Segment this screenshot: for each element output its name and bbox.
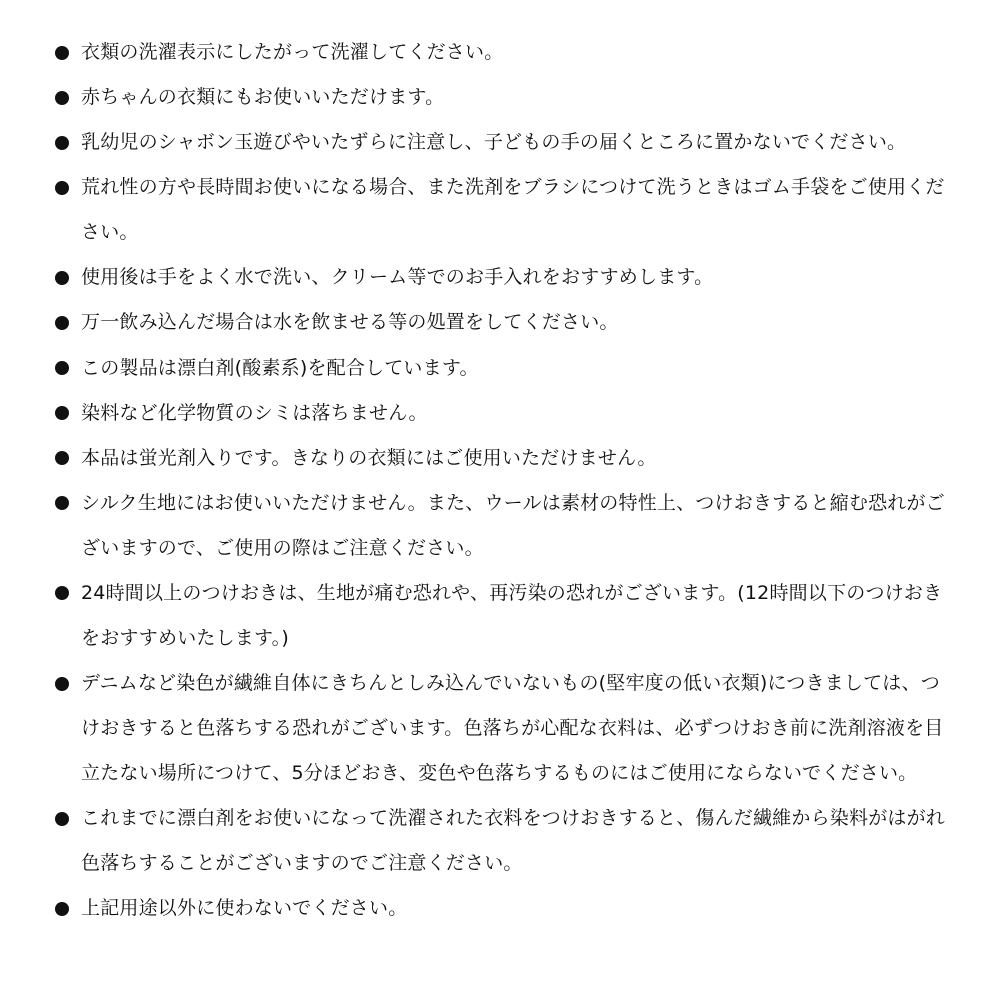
list-item (55, 571, 945, 661)
notice-text: 使用後は手をよく水で洗い、クリーム等でのお手入れをおすすめします。 (81, 266, 714, 289)
bullet-icon (55, 391, 81, 436)
list-item (55, 255, 945, 300)
notice-text: 乳幼児のシャボン玉遊びやいたずらに注意し、子どもの手の届くところに置かないでください。 (81, 131, 907, 154)
bullet-icon (55, 571, 81, 616)
bullet-icon (55, 436, 81, 481)
list-item (55, 481, 945, 571)
notice-text: これまでに漂白剤をお使いになって洗濯された衣料をつけおきすると、傷んだ繊維から染料がはがれ色落ちすることがございますのでご注意ください。 (81, 807, 946, 875)
list-item (55, 120, 945, 165)
list-item (55, 391, 945, 436)
notice-text: シルク生地にはお使いいただけません。また、ウールは素材の特性上、つけおきすると縮む恐れがございますので、ご使用の際はご注意ください。 (81, 491, 945, 559)
list-item (55, 796, 945, 886)
list-item (55, 346, 945, 391)
notice-text: 赤ちゃんの衣類にもお使いいただけます。 (81, 86, 445, 109)
list-item (55, 886, 945, 931)
notice-text: デニムなど染色が繊維自体にきちんとしみ込んでいないもの(堅牢度の低い衣類)につきましては、つけおきすると色落ちする恐れがございます。色落ちが心配な衣料は、必ずつけおき前に洗剤溶液を目立たない場所につけて、5分ほどおき、変色や色落ちするものにはご使用にならないでください。 (81, 672, 944, 785)
bullet-icon (55, 481, 81, 526)
list-item (55, 30, 945, 75)
notice-text: 荒れ性の方や長時間お使いになる場合、また洗剤をブラシにつけて洗うときはゴム手袋をご使用ください。 (81, 176, 945, 244)
precautions-list (55, 30, 945, 931)
list-item (55, 436, 945, 481)
bullet-icon (55, 300, 81, 345)
bullet-icon (55, 120, 81, 165)
list-item (55, 661, 945, 796)
list-item (55, 300, 945, 345)
notice-text: 万一飲み込んだ場合は水を飲ませる等の処置をしてください。 (81, 311, 619, 334)
bullet-icon (55, 255, 81, 300)
bullet-icon (55, 75, 81, 120)
bullet-icon (55, 346, 81, 391)
bullet-icon (55, 796, 81, 841)
bullet-icon (55, 30, 81, 75)
notice-text: 24時間以上のつけおきは、生地が痛む恐れや、再汚染の恐れがございます。(12時間以下のつけおきをおすすめいたします。) (81, 581, 943, 649)
bullet-icon (55, 165, 81, 210)
list-item (55, 165, 945, 255)
bullet-icon (55, 661, 81, 706)
notice-text: 染料など化学物質のシミは落ちません。 (81, 401, 428, 424)
bullet-icon (55, 886, 81, 931)
notice-text: 衣類の洗濯表示にしたがって洗濯してください。 (81, 41, 504, 63)
notice-text: 本品は蛍光剤入りです。きなりの衣類にはご使用いただけません。 (81, 446, 657, 469)
notice-text: 上記用途以外に使わないでください。 (81, 897, 408, 920)
notice-text: この製品は漂白剤(酸素系)を配合しています。 (81, 356, 479, 379)
list-item (55, 75, 945, 120)
